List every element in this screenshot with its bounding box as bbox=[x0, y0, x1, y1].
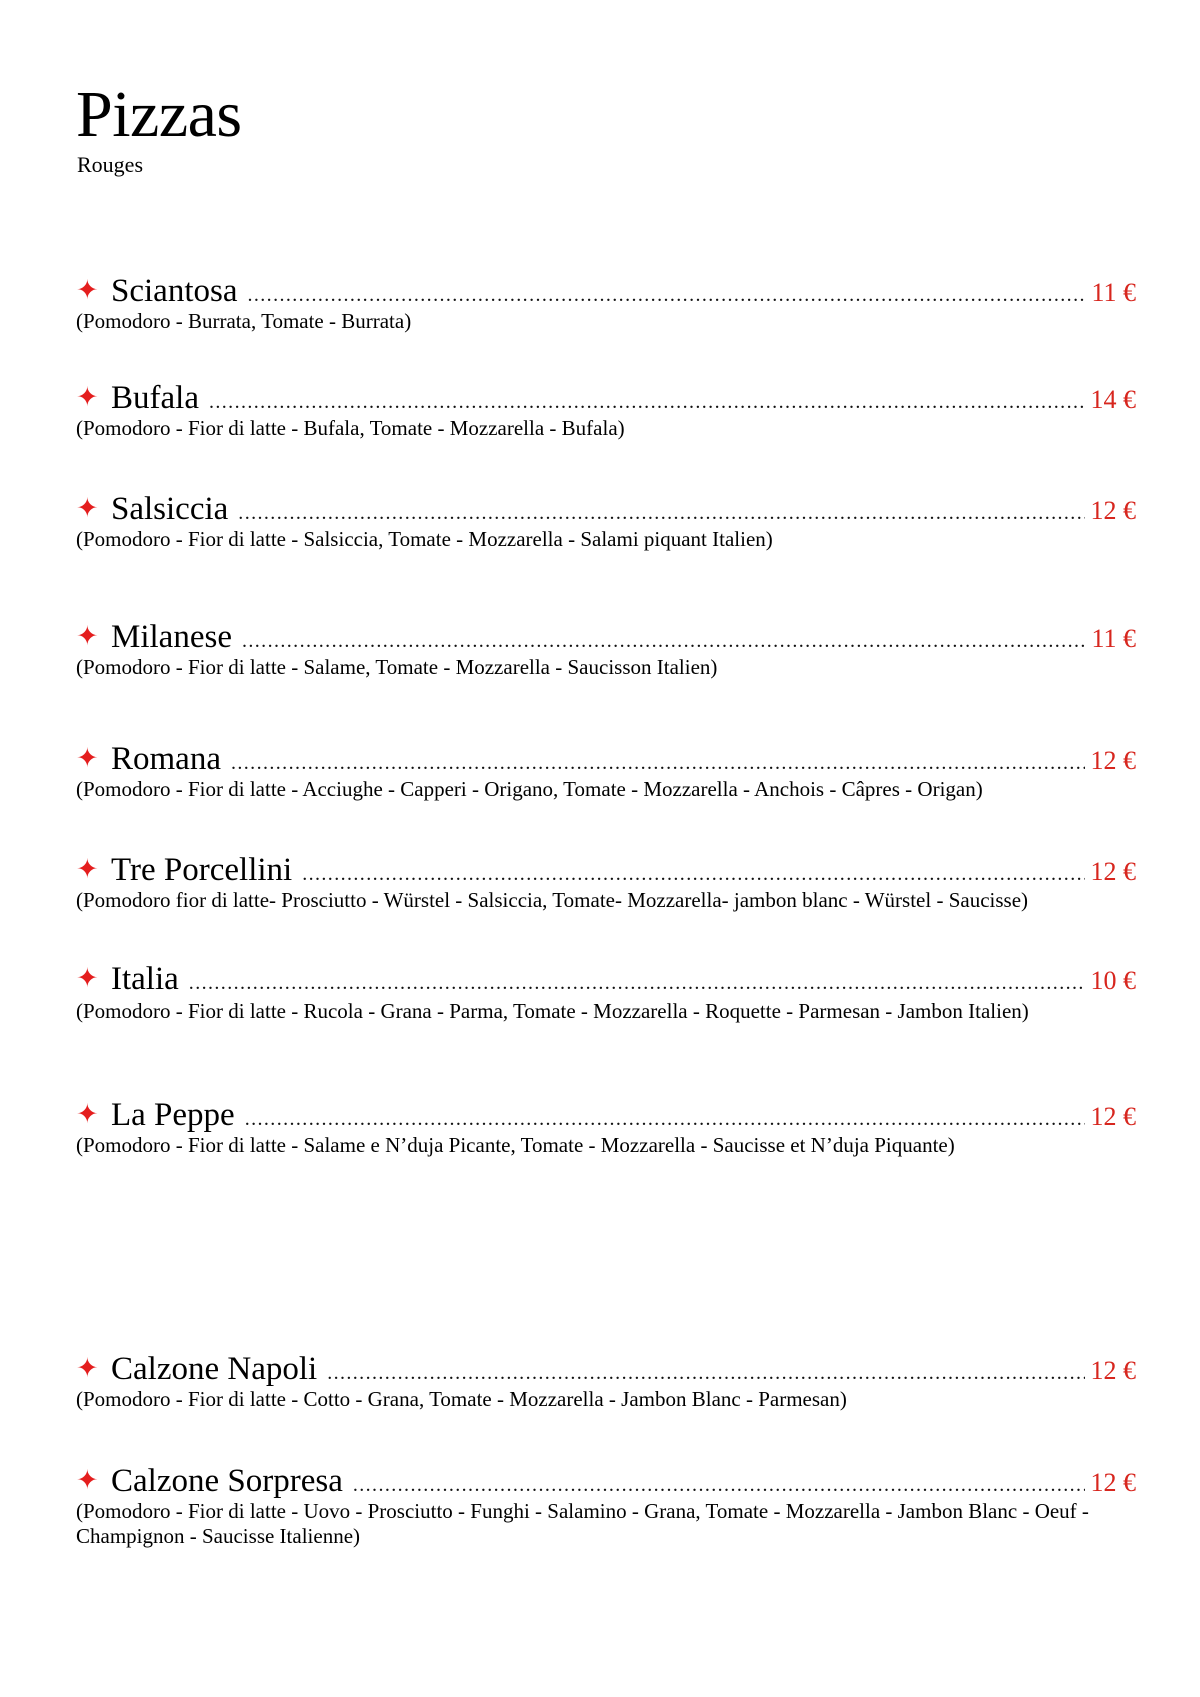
menu-item-bufala bbox=[76, 382, 1136, 441]
item-name: Tre Porcellini bbox=[111, 852, 293, 888]
item-price: 12 € bbox=[1090, 746, 1136, 775]
item-description: (Pomodoro - Fior di latte - Bufala, Tomate - Mozzarella - Bufala) bbox=[76, 416, 625, 440]
dot-leader bbox=[189, 972, 1085, 995]
dot-leader bbox=[245, 1108, 1085, 1131]
menu-item-sciantosa bbox=[76, 275, 1136, 334]
four-point-star-icon: ✦ bbox=[76, 854, 99, 885]
menu-item-milanese bbox=[76, 621, 1136, 680]
item-description: (Pomodoro - Fior di latte - Uovo - Prosciutto - Funghi - Salamino - Grana, Tomate - Mozzarella - Jambon Blanc - Oeuf - Champignon - Saucisse Italienne) bbox=[76, 1499, 1089, 1548]
item-price: 14 € bbox=[1090, 385, 1136, 414]
item-name: Sciantosa bbox=[111, 273, 238, 309]
item-price: 11 € bbox=[1091, 278, 1136, 307]
dot-leader bbox=[242, 630, 1085, 653]
dot-leader bbox=[247, 284, 1085, 307]
item-description: (Pomodoro - Fior di latte - Salame, Tomate - Mozzarella - Saucisson Italien) bbox=[76, 655, 718, 679]
item-description: (Pomodoro - Fior di latte - Acciughe - Capperi - Origano, Tomate - Mozzarella - Anchois - Câpres - Origan) bbox=[76, 777, 983, 801]
dot-leader bbox=[238, 502, 1084, 525]
four-point-star-icon: ✦ bbox=[76, 621, 99, 652]
item-name: Italia bbox=[111, 961, 179, 997]
dot-leader bbox=[327, 1362, 1084, 1385]
menu-item-calzone-napoli bbox=[76, 1353, 1136, 1412]
item-description: (Pomodoro - Fior di latte - Cotto - Grana, Tomate - Mozzarella - Jambon Blanc - Parmesan) bbox=[76, 1387, 847, 1411]
item-description: (Pomodoro - Fior di latte - Salame e N’duja Picante, Tomate - Mozzarella - Saucisse et N’duja Piquante) bbox=[76, 1133, 955, 1157]
item-description: (Pomodoro fior di latte- Prosciutto - Würstel - Salsiccia, Tomate- Mozzarella- jambon blanc - Würstel - Saucisse) bbox=[76, 888, 1029, 912]
four-point-star-icon: ✦ bbox=[76, 382, 99, 413]
dot-leader bbox=[231, 752, 1085, 775]
item-price: 12 € bbox=[1090, 857, 1136, 886]
item-price: 11 € bbox=[1091, 624, 1136, 653]
menu-item-calzone-sorpresa bbox=[76, 1465, 1136, 1549]
four-point-star-icon: ✦ bbox=[76, 275, 99, 306]
item-price: 12 € bbox=[1090, 1102, 1136, 1131]
dot-leader bbox=[302, 863, 1084, 886]
four-point-star-icon: ✦ bbox=[76, 493, 99, 524]
item-name: Calzone Sorpresa bbox=[111, 1463, 343, 1499]
menu-item-la-peppe bbox=[76, 1099, 1136, 1158]
item-name: Calzone Napoli bbox=[111, 1351, 318, 1387]
four-point-star-icon: ✦ bbox=[76, 1099, 99, 1130]
item-description: (Pomodoro - Fior di latte - Salsiccia, Tomate - Mozzarella - Salami piquant Italien) bbox=[76, 527, 773, 551]
item-description: (Pomodoro - Fior di latte - Rucola - Grana - Parma, Tomate - Mozzarella - Roquette - Parmesan - Jambon Italien) bbox=[76, 999, 1029, 1023]
page-subtitle: Rouges bbox=[77, 152, 143, 177]
dot-leader bbox=[209, 391, 1085, 414]
item-price: 12 € bbox=[1090, 1356, 1136, 1385]
page-title: Pizzas bbox=[76, 78, 242, 151]
item-price: 10 € bbox=[1090, 966, 1136, 995]
menu-item-salsiccia bbox=[76, 493, 1136, 552]
item-name: Romana bbox=[111, 741, 221, 777]
item-name: Milanese bbox=[111, 619, 232, 655]
item-name: Salsiccia bbox=[111, 491, 229, 527]
four-point-star-icon: ✦ bbox=[76, 1353, 99, 1384]
four-point-star-icon: ✦ bbox=[76, 743, 99, 774]
item-price: 12 € bbox=[1090, 496, 1136, 525]
item-description: (Pomodoro - Burrata, Tomate - Burrata) bbox=[76, 309, 412, 333]
dot-leader bbox=[353, 1474, 1085, 1497]
item-name: Bufala bbox=[111, 380, 199, 416]
four-point-star-icon: ✦ bbox=[76, 963, 99, 994]
menu-item-italia bbox=[76, 963, 1136, 1030]
item-price: 12 € bbox=[1090, 1468, 1136, 1497]
menu-item-romana bbox=[76, 743, 1136, 802]
four-point-star-icon: ✦ bbox=[76, 1465, 99, 1496]
menu-item-tre-porcellini bbox=[76, 854, 1136, 913]
item-name: La Peppe bbox=[111, 1097, 235, 1133]
